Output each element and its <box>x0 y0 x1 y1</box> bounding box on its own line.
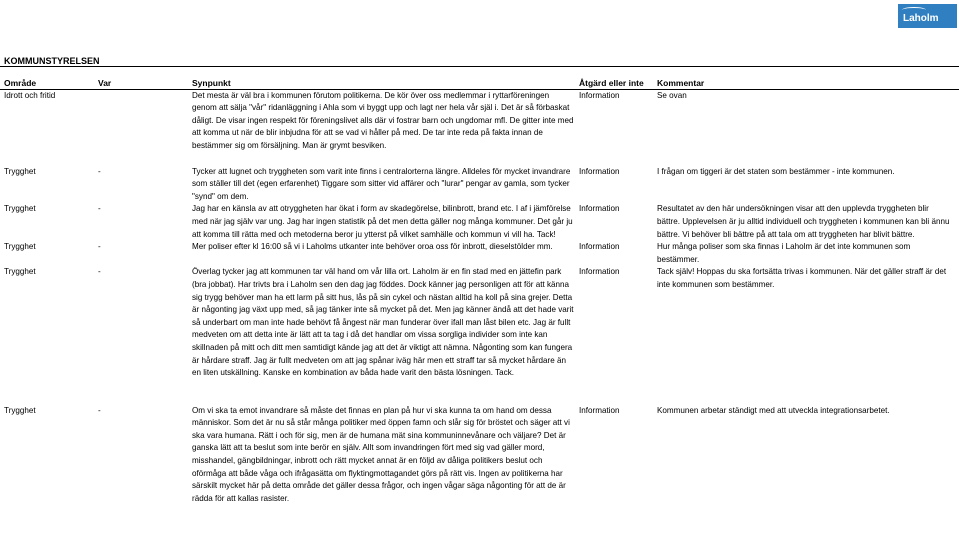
table-row <box>4 241 954 266</box>
cell-omrade: Trygghet <box>4 267 36 277</box>
logo-text: Laholm <box>903 13 939 24</box>
cell-atgard: Information <box>579 204 620 214</box>
header-synpunkt: Synpunkt <box>192 78 231 88</box>
cell-atgard: Information <box>579 90 620 100</box>
cell-kommentar: I frågan om tiggeri är det staten som bestämmer - inte kommunen. <box>657 166 895 176</box>
cell-kommentar: Se ovan <box>657 90 687 100</box>
cell-synpunkt: Det mesta är väl bra i kommunen förutom politikerna. De kör över oss medlemmar i ryttarföreningen genom att sälja "vår" ridanläggning i Ahla som vi byggt upp och lagt ner hela vår själ i. Det är så förbaskat dåligt. De visar ingen respekt för föreningslivet alls där vi fostrar barn och ungdomar mfl. De gitter inte med att komma ut när de blir inbjudna för att se vad vi håller på med. De tar inte reda på fakta innan de bestämmer sig om försäljning. Man är grymt besviken. <box>192 90 574 150</box>
spacer-cell <box>4 380 954 405</box>
cell-synpunkt: Jag har en känsla av att otryggheten har ökat i form av skadegörelse, bilinbrott, brand etc. I af i jämförelse med när jag själv var ung. Jag har ingen statistik på det men detta gäller nog många kommuner. Det går ju att komma till rätta med och metoderna beror ju ytterst på vilket samhälle och kommun vi vill ha. Tack! <box>192 204 573 239</box>
header-omrade: Område <box>4 78 37 88</box>
header-atgard: Åtgärd eller inte <box>579 78 644 88</box>
cell-var <box>98 90 192 166</box>
cell-synpunkt: Överlag tycker jag att kommunen tar väl hand om vår lilla ort. Laholm är en fin stad med en jättefin park (bra jobbat). Har trivts bra i Laholm sen den dag jag föddes. Dock känner jag personligen att för att känna sig trygg behöver man ha ett larm på sitt hus, lås på sin cykel och nästan alltid ha koll på sina grejer. Detta är någonting jag växt upp med, så jag tänker inte så mycket på det. Men jag känner ändå att det hade varit så underbart om man inte hade behövt få ångest när man funderar över ifall man låst bilen etc. Jag är fullt medveten om att detta inte är lätt att ta tag i då det handlar om vissa sorgliga individer som inte kan skillnaden på mitt och ditt men samtidigt kände jag att det är viktigt att nämna. Någonting som kan fungera är hårdare straff. Jag är fullt medveten om att jag spånar iväg här men ett straff tar så mycket hårdare än en liten utskällning. Kanske en kombination av båda hade varit den bästa lösningen. Tack. <box>192 267 574 378</box>
feedback-table <box>4 77 954 505</box>
cell-var: - <box>98 242 101 252</box>
header-kommentar: Kommentar <box>657 78 705 88</box>
title-divider <box>0 66 959 67</box>
table-row <box>4 203 954 241</box>
cell-atgard: Information <box>579 405 620 415</box>
table-row <box>4 90 954 166</box>
cell-synpunkt: Tycker att lugnet och tryggheten som varit inte finns i centralorterna längre. Alldeles för mycket invandrare som ställer till det (egen erfarenhet) Tiggare som sitter vid affärer och "lurar" pengar av gamla, som tycker "synd" om dem. <box>192 166 571 201</box>
table-row <box>4 266 954 379</box>
cell-omrade: Trygghet <box>4 204 36 214</box>
cell-omrade: Idrott och fritid <box>4 90 56 100</box>
cell-omrade: Trygghet <box>4 405 36 415</box>
cell-var: - <box>98 204 101 214</box>
table-row <box>4 166 954 204</box>
cell-var: - <box>98 267 101 277</box>
table-header-row <box>4 77 954 90</box>
spacer-row <box>4 380 954 405</box>
cell-var: - <box>98 166 101 176</box>
cell-kommentar: Tack själv! Hoppas du ska fortsätta trivas i kommunen. När det gäller straff är det inte kommunen som bestämmer. <box>657 267 947 289</box>
cell-kommentar: Resultatet av den här undersökningen visar att den upplevda tryggheten blir bättre. Upplevelsen är ju alltid individuell och tryggheten i kommunen kan bli ännu bättre. Vi behöver bli bättre på att tala om att tryggheten har blivit bättre. <box>657 204 950 239</box>
cell-atgard: Information <box>579 267 620 277</box>
cell-omrade: Trygghet <box>4 242 36 252</box>
cell-kommentar: Kommunen arbetar ständigt med att utveckla integrationsarbetet. <box>657 405 890 415</box>
cell-atgard: Information <box>579 166 620 176</box>
cell-synpunkt: Mer poliser efter kl 16:00 så vi i Laholms utkanter inte behöver oroa oss för inbrott, dieselstölder mm. <box>192 242 553 252</box>
cell-atgard: Information <box>579 242 620 252</box>
header-var: Var <box>98 78 112 88</box>
document-title: KOMMUNSTYRELSEN <box>4 56 100 66</box>
table-row <box>4 405 954 506</box>
laholm-logo <box>898 4 957 28</box>
cell-omrade: Trygghet <box>4 166 36 176</box>
logo-wave-icon <box>902 7 926 13</box>
cell-kommentar: Hur många poliser som ska finnas i Laholm är det inte kommunen som bestämmer. <box>657 242 911 264</box>
cell-synpunkt: Om vi ska ta emot invandrare så måste det finnas en plan på hur vi ska kunna ta om hand om dessa människor. Som det är nu så står många politiker med öppen famn och slår sig för bröstet och säger att vi ska vara humana. Rätt i och för sig, men är de humana mät sina kommuninnevånare och väljare? Det är ganska lätt att ta beslut som inte berör en själv. Allt som invandringen fört med sig vad gäller mord, misshandel, gängbildningar, inbrott och rätt mycket annat är en följd av dåliga politikers beslut och oförmåga att både våga och ifrågasätta om flyktingmottagandet görs på rätt vis. Ingen av politikerna har särskilt mycket här på detta område det gäller dessa frågor, och ingen vågar säga någonting för att de är rädda för att kallas rasister. <box>192 405 570 503</box>
cell-var: - <box>98 405 101 415</box>
